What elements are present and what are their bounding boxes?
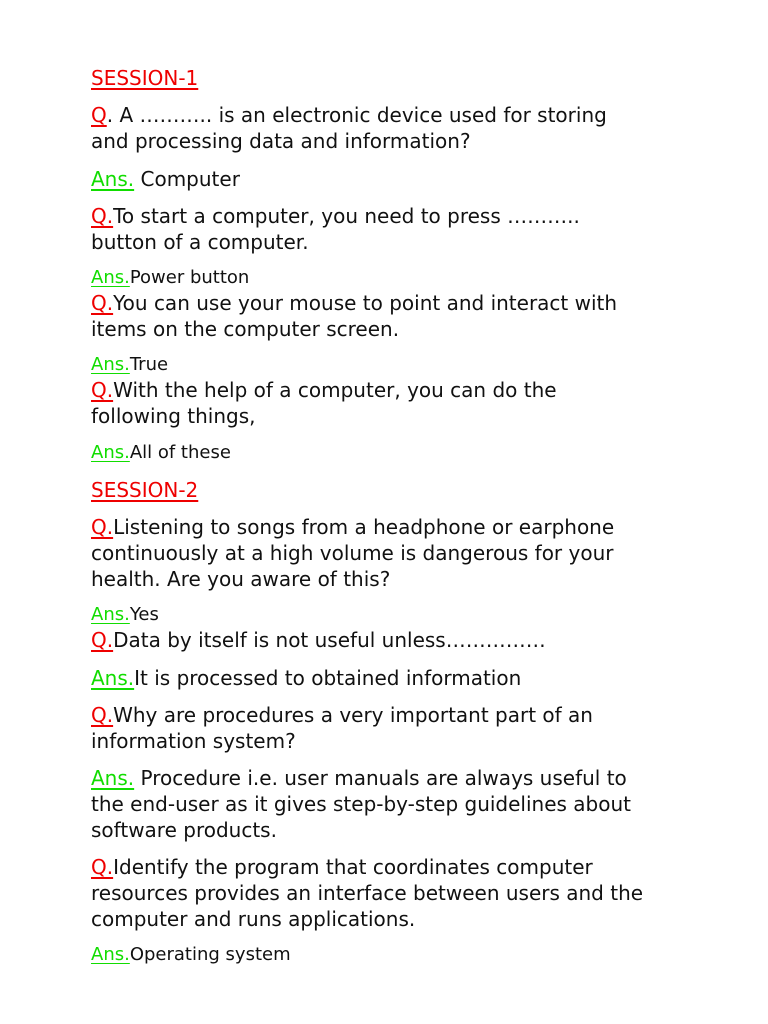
q-marker: Q. [91,204,114,228]
question-8-line-1 [91,857,593,877]
q-marker: Q. [91,291,114,315]
question-4-line-2: following things, [91,404,256,428]
answer-3 [91,356,168,374]
question-text: A ……….. is an electronic device used for storing [119,103,607,127]
ans-marker: Ans. [91,442,130,463]
answer-text: Operating system [129,944,291,965]
ans-marker: Ans. [91,604,130,625]
question-3-line-2: items on the computer screen. [91,317,400,341]
answer-5 [91,606,159,624]
question-4-line-1 [91,380,557,400]
q-marker: Q [91,103,107,127]
question-text: Why are procedures a very important part of an [113,703,593,727]
answer-text: All of these [129,442,231,463]
question-text: Listening to songs from a headphone or earphone [113,515,615,539]
question-text: Identify the program that coordinates computer [113,855,593,879]
answer-1 [91,169,240,189]
question-text: Data by itself is not useful unless…………… [113,628,546,652]
question-3-line-1 [91,293,617,313]
answer-8 [91,946,291,964]
answer-text: True [129,354,169,375]
answer-7-line-3: software products. [91,818,277,842]
answer-7-line-1 [91,768,627,788]
question-text: To start a computer, you need to press ……….. [113,204,580,228]
ans-marker: Ans. [91,666,135,690]
answer-text: Power button [129,267,250,288]
question-5-line-2: continuously at a high volume is dangerous for your [91,541,614,565]
question-1-line-2: and processing data and information? [91,129,471,153]
q-marker: Q. [91,515,114,539]
ans-marker: Ans. [91,766,135,790]
question-8-line-3: computer and runs applications. [91,907,416,931]
question-2-line-2: button of a computer. [91,230,309,254]
answer-text: Yes [129,604,159,625]
question-1-line-1 [91,105,607,125]
q-marker: Q. [91,855,114,879]
question-2-line-1 [91,206,580,226]
answer-text: It is processed to obtained information [134,666,522,690]
q-sep: . [106,103,114,127]
answer-text: Procedure i.e. user manuals are always useful to [134,766,627,790]
q-marker: Q. [91,628,114,652]
answer-4 [91,444,231,462]
question-text: With the help of a computer, you can do the [113,378,557,402]
answer-7-line-2: the end-user as it gives step-by-step guidelines about [91,792,632,816]
q-marker: Q. [91,703,114,727]
question-5-line-3: health. Are you aware of this? [91,567,391,591]
question-7-line-1 [91,705,593,725]
ans-marker: Ans. [91,267,130,288]
q-marker: Q. [91,378,114,402]
ans-marker: Ans. [91,944,130,965]
question-text: You can use your mouse to point and interact with [113,291,618,315]
question-5-line-1 [91,517,614,537]
session-1-heading: SESSION-1 [91,66,199,90]
answer-6 [91,668,521,688]
question-8-line-2: resources provides an interface between users and the [91,881,644,905]
session-2-heading: SESSION-2 [91,478,199,502]
ans-marker: Ans. [91,354,130,375]
answer-text: Computer [134,167,240,191]
question-6-line-1 [91,630,546,650]
ans-marker: Ans. [91,167,135,191]
question-7-line-2: information system? [91,729,296,753]
answer-2 [91,269,249,287]
